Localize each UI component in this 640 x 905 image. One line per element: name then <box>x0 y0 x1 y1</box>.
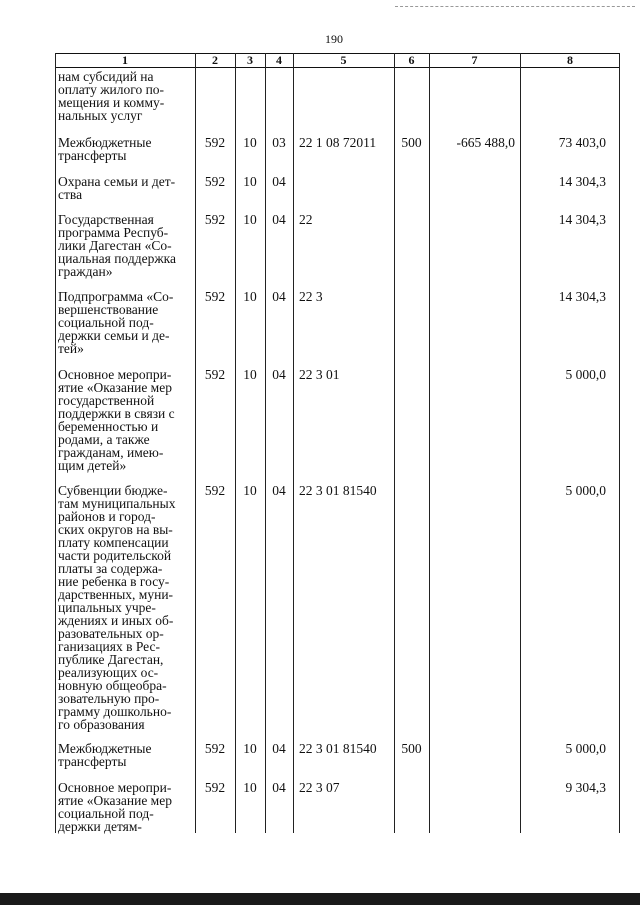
row-total-amount: 9 304,3 <box>565 780 606 795</box>
row-ministry-code: 592 <box>204 135 226 150</box>
row-ministry-code: 592 <box>204 289 226 304</box>
row-name: Основное меропри- ятие «Оказание мер социальной под- держки детям- <box>58 780 172 834</box>
row-total-amount: 14 304,3 <box>558 212 606 227</box>
column-border <box>619 53 620 833</box>
row-section-code: 10 <box>243 135 257 150</box>
column-border <box>195 53 196 833</box>
column-border <box>394 53 395 833</box>
row-name: Подпрограмма «Со- вершенствование социальной под- держки семьи и де- тей» <box>58 289 174 356</box>
row-section-code: 10 <box>243 212 257 227</box>
row-subsection-code: 03 <box>272 135 286 150</box>
row-ministry-code: 592 <box>204 367 226 382</box>
row-ministry-code: 592 <box>204 212 226 227</box>
row-subsection-code: 04 <box>272 741 286 756</box>
row-ministry-code: 592 <box>204 780 226 795</box>
header-col-3: 3 <box>247 53 253 67</box>
row-subsection-code: 04 <box>272 174 286 189</box>
header-col-4: 4 <box>276 53 282 67</box>
page-number: 190 <box>325 32 343 46</box>
scan-bottom-edge <box>0 893 640 905</box>
column-border <box>265 53 266 833</box>
row-target-article: 22 1 08 72011 <box>299 135 377 150</box>
row-name: нам субсидий на оплату жилого по- мещения и комму- нальных услуг <box>58 69 165 123</box>
row-expense-type: 500 <box>401 741 422 756</box>
column-border <box>55 53 56 833</box>
header-col-1: 1 <box>122 53 128 67</box>
row-name: Охрана семьи и дет- ства <box>58 174 176 202</box>
row-target-article: 22 3 01 <box>299 367 340 382</box>
row-total-amount: 5 000,0 <box>565 741 606 756</box>
row-total-amount: 14 304,3 <box>558 174 606 189</box>
column-border <box>235 53 236 833</box>
row-name: Межбюджетные трансферты <box>58 741 152 769</box>
table-header <box>55 53 620 68</box>
row-expense-type: 500 <box>401 135 422 150</box>
row-total-amount: 14 304,3 <box>558 289 606 304</box>
row-name: Субвенции бюдже- там муниципальных районов и город- ских округов на вы- плату компенсации части родительской платы за содержа- ние ребенка в госу- дарственных, муни- ципальных учре- ждениях и иных об- разовательных ор- ганизациях в Рес- публике Дагестан, реализующих ос- новную общеобра- зовательную про- грамму дошкольно- го образования <box>58 483 176 732</box>
row-name: Основное меропри- ятие «Оказание мер государственной поддержки в связи с беременностью и родами, а также гражданам, имею- щим детей» <box>58 367 175 473</box>
row-ministry-code: 592 <box>204 174 226 189</box>
row-total-amount: 73 403,0 <box>558 135 606 150</box>
row-ministry-code: 592 <box>204 483 226 498</box>
column-border <box>429 53 430 833</box>
row-name: Межбюджетные трансферты <box>58 135 152 163</box>
budget-table <box>55 53 620 833</box>
column-border <box>520 53 521 833</box>
row-target-article: 22 3 01 81540 <box>299 741 377 756</box>
header-col-8: 8 <box>567 53 573 67</box>
row-target-article: 22 3 07 <box>299 780 340 795</box>
header-col-6: 6 <box>408 53 415 67</box>
row-section-code: 10 <box>243 367 257 382</box>
row-target-article: 22 3 <box>299 289 323 304</box>
header-col-7: 7 <box>471 53 478 67</box>
header-col-5: 5 <box>340 53 347 67</box>
row-section-code: 10 <box>243 174 257 189</box>
row-target-article: 22 3 01 81540 <box>299 483 377 498</box>
row-change-amount: -665 488,0 <box>456 135 515 150</box>
row-total-amount: 5 000,0 <box>565 483 606 498</box>
column-border <box>293 53 294 833</box>
row-section-code: 10 <box>243 483 257 498</box>
row-section-code: 10 <box>243 289 257 304</box>
row-target-article: 22 <box>299 212 313 227</box>
page-top-edge <box>395 6 635 7</box>
row-section-code: 10 <box>243 741 257 756</box>
row-subsection-code: 04 <box>272 483 286 498</box>
row-section-code: 10 <box>243 780 257 795</box>
header-col-2: 2 <box>212 53 218 67</box>
row-subsection-code: 04 <box>272 212 286 227</box>
row-subsection-code: 04 <box>272 289 286 304</box>
row-subsection-code: 04 <box>272 780 286 795</box>
row-ministry-code: 592 <box>204 741 226 756</box>
row-total-amount: 5 000,0 <box>565 367 606 382</box>
row-subsection-code: 04 <box>272 367 286 382</box>
row-name: Государственная программа Респуб- лики Дагестан «Со- циальная поддержка граждан» <box>58 212 176 279</box>
